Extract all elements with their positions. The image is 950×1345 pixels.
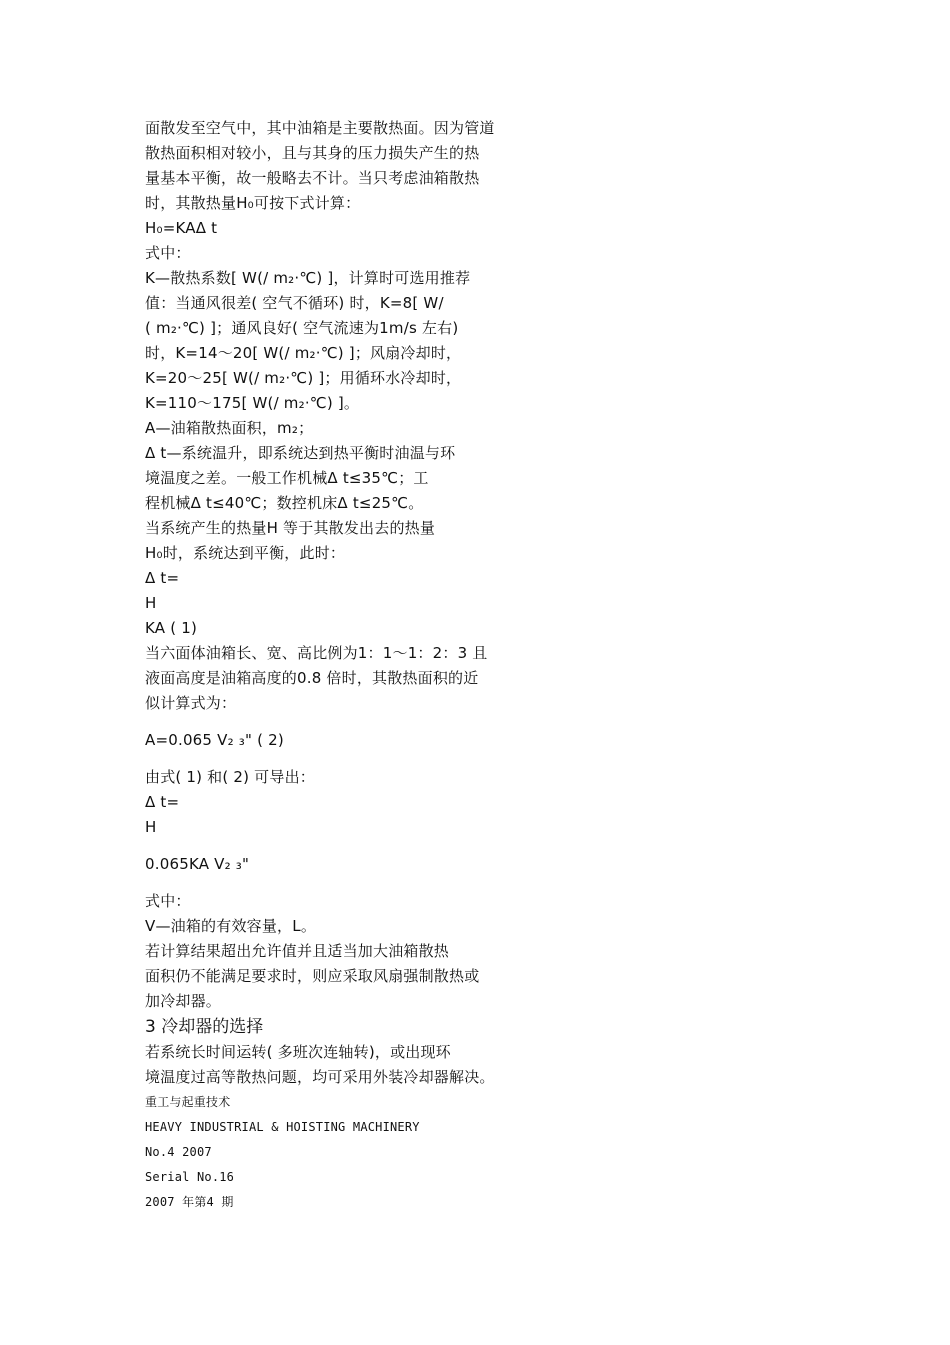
text-line: 当系统产生的热量H 等于其散发出去的热量 <box>145 519 436 537</box>
journal-name-cn: 重工与起重技术 <box>145 1095 231 1109</box>
document-body <box>145 116 565 1215</box>
spacer <box>145 877 565 889</box>
formula-line: Δ t= <box>145 793 180 811</box>
text-line: 若计算结果超出允许值并且适当加大油箱散热 <box>145 942 450 960</box>
text-line: 若系统长时间运转( 多班次连轴转)，或出现环 <box>145 1043 451 1061</box>
text-line: 境温度过高等散热问题，均可采用外装冷却器解决。 <box>145 1068 495 1086</box>
issue-number: No.4 2007 <box>145 1145 212 1159</box>
text-line: K—散热系数[ W(/ m₂·℃) ]，计算时可选用推荐 <box>145 269 471 287</box>
formula-3: 0.065KA V₂ ₃" <box>145 855 250 873</box>
journal-name-en: HEAVY INDUSTRIAL & HOISTING MACHINERY <box>145 1120 420 1134</box>
formula-line: H <box>145 818 157 836</box>
formula-line: Δ t= <box>145 569 180 587</box>
text-line: H₀时，系统达到平衡，此时： <box>145 544 346 562</box>
text-line: Δ t—系统温升，即系统达到热平衡时油温与环 <box>145 444 456 462</box>
spacer <box>145 753 565 765</box>
text-line: 量基本平衡，故一般略去不计。当只考虑油箱散热 <box>145 169 480 187</box>
spacer <box>145 716 565 728</box>
spacer <box>145 840 565 852</box>
serial-number: Serial No.16 <box>145 1170 235 1184</box>
text-line: ( m₂·℃) ]；通风良好( 空气流速为1m/s 左右) <box>145 319 459 337</box>
formula-line: KA ( 1) <box>145 619 198 637</box>
text-line: 时，K=14～20[ W(/ m₂·℃) ]；风扇冷却时， <box>145 344 462 362</box>
text-line: 似计算式为： <box>145 694 237 712</box>
text-line: 加冷却器。 <box>145 992 222 1010</box>
formula-line: H <box>145 594 157 612</box>
issue-cn: 2007 年第4 期 <box>145 1195 234 1209</box>
text-line: 境温度之差。一般工作机械Δ t≤35℃；工 <box>145 469 429 487</box>
section-heading: 3 冷却器的选择 <box>145 1017 264 1037</box>
text-line: 液面高度是油箱高度的0.8 倍时，其散热面积的近 <box>145 669 479 687</box>
text-line: 式中： <box>145 892 191 910</box>
text-line: 值：当通风很差( 空气不循环) 时，K=8[ W/ <box>145 294 444 312</box>
formula-2: A=0.065 V₂ ₃" ( 2) <box>145 731 284 749</box>
text-line: K=20～25[ W(/ m₂·℃) ]；用循环水冷却时， <box>145 369 462 387</box>
journal-footer <box>145 1090 565 1215</box>
text-line: A—油箱散热面积，m₂； <box>145 419 314 437</box>
text-line: 时，其散热量H₀可按下式计算： <box>145 194 361 212</box>
formula-line: H₀=KAΔ t <box>145 219 218 237</box>
text-line: 面散发至空气中，其中油箱是主要散热面。因为管道 <box>145 119 495 137</box>
text-line: K=110～175[ W(/ m₂·℃) ]。 <box>145 394 360 412</box>
text-line: 式中： <box>145 244 191 262</box>
text-line: 由式( 1) 和( 2) 可导出： <box>145 768 315 786</box>
text-line: V—油箱的有效容量，L。 <box>145 917 317 935</box>
text-line: 当六面体油箱长、宽、高比例为1：1～1：2：3 且 <box>145 644 488 662</box>
text-line: 面积仍不能满足要求时，则应采取风扇强制散热或 <box>145 967 480 985</box>
text-line: 程机械Δ t≤40℃；数控机床Δ t≤25℃。 <box>145 494 424 512</box>
text-line: 散热面积相对较小，且与其身的压力损失产生的热 <box>145 144 480 162</box>
